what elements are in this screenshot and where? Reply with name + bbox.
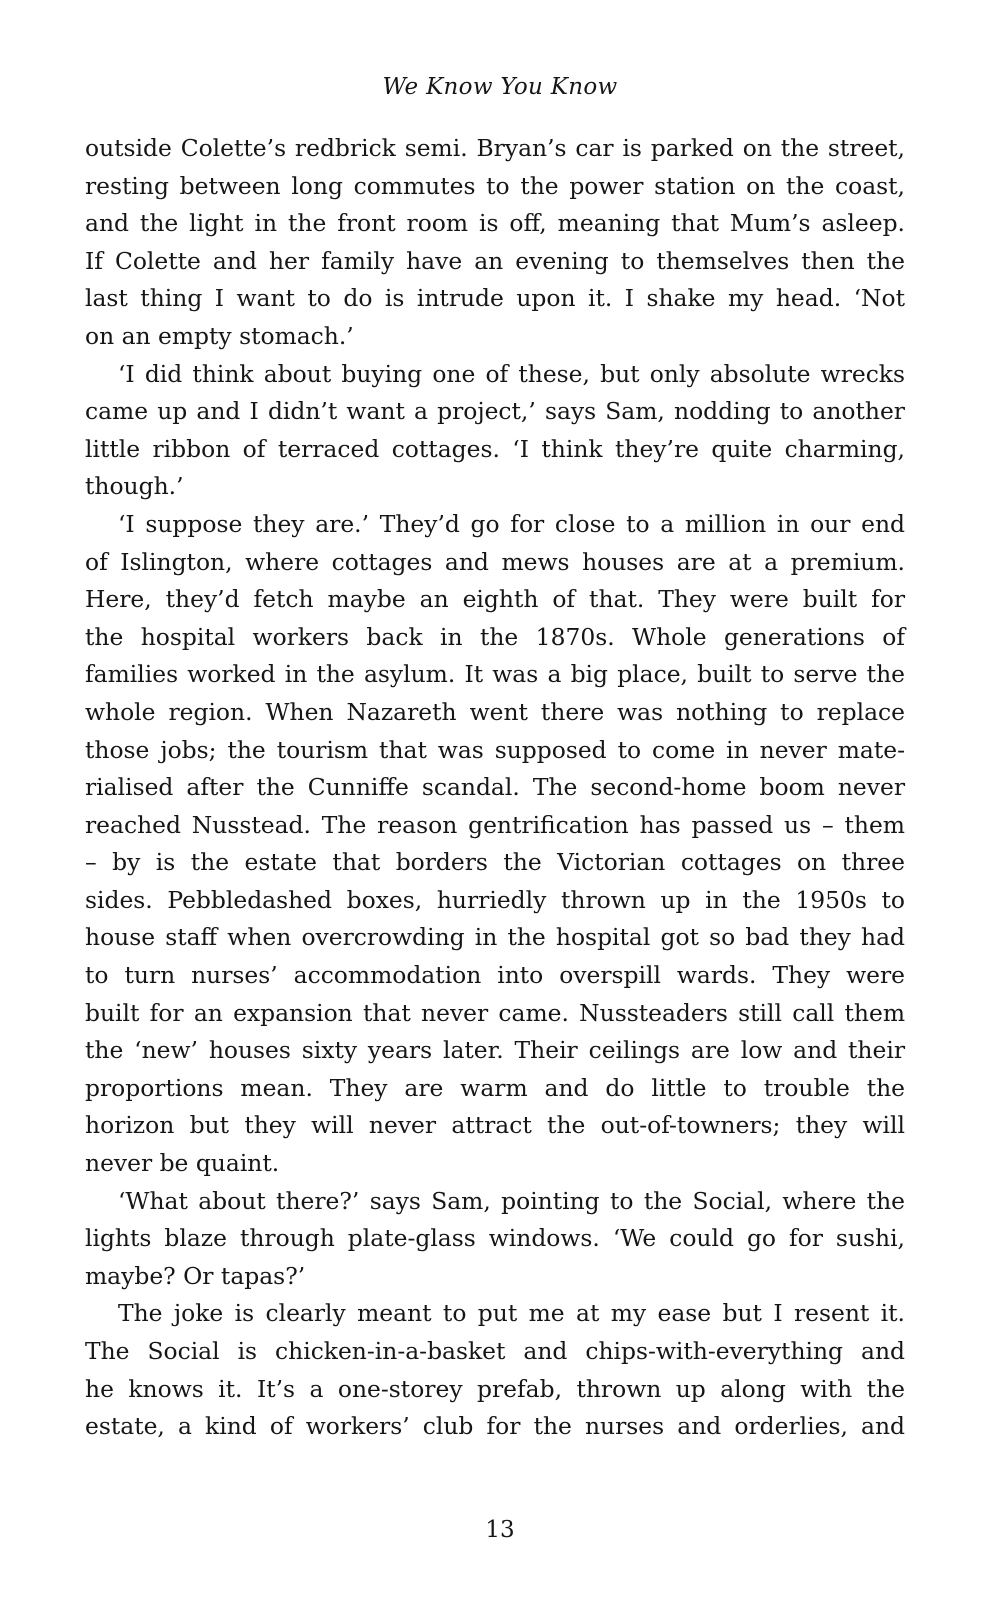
text-line: If Colette and her family have an evening to themselves then the [85, 246, 905, 275]
text-line: maybe? Or tapas?’ [85, 1261, 306, 1290]
text-line: he knows it. It’s a one-storey prefab, thrown up along with the [85, 1374, 905, 1403]
text-line: of Islington, where cottages and mews houses are at a premium. [85, 547, 905, 576]
paragraph-4 [85, 1183, 905, 1296]
text-line: – by is the estate that borders the Victorian cottages on three [85, 848, 905, 877]
text-line: rialised after the Cunniffe scandal. The second-home boom never [85, 773, 905, 802]
text-line: came up and I didn’t want a project,’ says Sam, nodding to another [85, 397, 905, 426]
text-line: families worked in the asylum. It was a big place, built to serve the [85, 660, 905, 689]
text-line: horizon but they will never attract the out-of-towners; they will [85, 1111, 905, 1140]
paragraph-3 [85, 506, 905, 1183]
text-line: sides. Pebbledashed boxes, hurriedly thrown up in the 1950s to [85, 885, 905, 914]
paragraph-1 [85, 130, 905, 356]
paragraph-2 [85, 356, 905, 506]
paragraph-5 [85, 1295, 905, 1445]
running-head: We Know You Know [382, 74, 618, 100]
text-line: resting between long commutes to the power station on the coast, [85, 171, 905, 200]
text-line: Here, they’d fetch maybe an eighth of that. They were built for [85, 585, 905, 614]
text-line: and the light in the front room is off, meaning that Mum’s asleep. [85, 209, 905, 238]
text-line: never be quaint. [85, 1149, 280, 1178]
text-line: lights blaze through plate-glass windows. ‘We could go for sushi, [85, 1224, 905, 1253]
text-line: on an empty stomach.’ [85, 321, 354, 350]
text-line: the ‘new’ houses sixty years later. Their ceilings are low and their [85, 1036, 905, 1065]
text-line: whole region. When Nazareth went there was nothing to replace [85, 697, 905, 726]
body-text [85, 130, 905, 1446]
page-number: 13 [485, 1517, 515, 1543]
text-line: those jobs; the tourism that was supposed to come in never mate- [85, 735, 905, 764]
text-line: The Social is chicken-in-a-basket and chips-with-everything and [85, 1337, 905, 1365]
text-line: reached Nusstead. The reason gentrification has passed us – them [85, 810, 905, 839]
text-line: proportions mean. They are warm and do little to trouble the [85, 1073, 905, 1102]
text-line: The joke is clearly meant to put me at my ease but I resent it. [118, 1299, 905, 1328]
text-line: the hospital workers back in the 1870s. Whole generations of [85, 622, 905, 651]
text-line: ‘What about there?’ says Sam, pointing to the Social, where the [118, 1186, 905, 1215]
text-line: to turn nurses’ accommodation into overspill wards. They were [85, 961, 905, 990]
text-line: outside Colette’s redbrick semi. Bryan’s car is parked on the street, [85, 134, 905, 162]
text-line: built for an expansion that never came. Nussteaders still call them [85, 998, 905, 1027]
text-line: though.’ [85, 472, 184, 501]
text-line: estate, a kind of workers’ club for the nurses and orderlies, and [85, 1412, 905, 1441]
text-line: last thing I want to do is intrude upon it. I shake my head. ‘Not [85, 284, 905, 313]
text-line: ‘I suppose they are.’ They’d go for close to a million in our end [118, 509, 905, 538]
text-line: little ribbon of terraced cottages. ‘I think they’re quite charming, [85, 434, 905, 463]
text-line: house staff when overcrowding in the hospital got so bad they had [85, 923, 905, 952]
text-line: ‘I did think about buying one of these, but only absolute wrecks [118, 359, 905, 388]
